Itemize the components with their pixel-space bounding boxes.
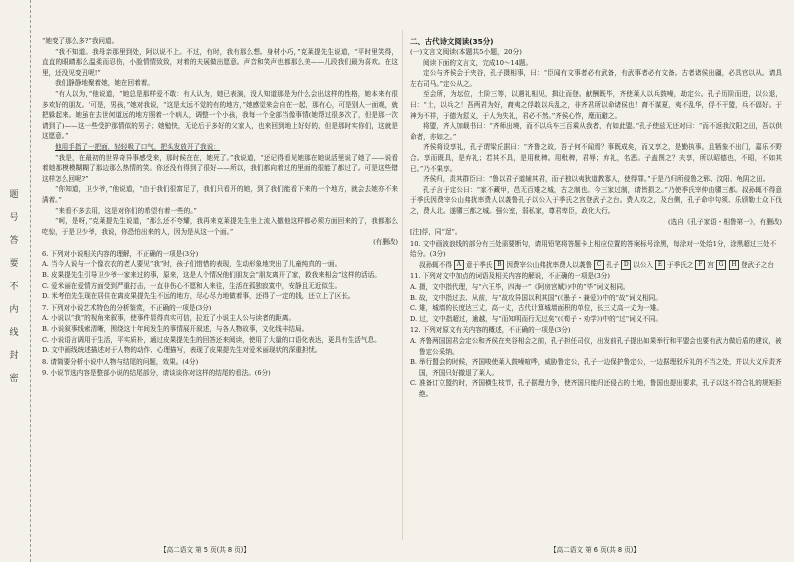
question-option: C. 爱米丽在爱情方面受到严重打击，一直非伤心不愿和人来往，生活在孤独寂寞中，安静且无近似生。 <box>42 281 342 290</box>
classical-paragraph: 至会所，为坛位，土阶三等，以遇礼相见，揖让而登。献酬既毕，齐使莱人以兵鼓噪，劫定公。孔子历阶而进，以公退，曰：“士，以兵之！吾两君为好，裔夷之俘敢以兵乱之，非齐君所以命诸侯也！裔不谋夏，夷不乱华，俘不干盟，兵不偪好。于神为不祥，于德为愆义，于人为失礼，君必不然。”齐侯心怍，麾而避之。 <box>410 90 782 120</box>
classical-paragraph: 定公与齐侯会于夹谷，孔子摄相事，曰：“臣闻有文事者必有武备，有武事者必有文备。古者诸侯出疆，必具官以从。请具左右司马。”定公从之。 <box>410 69 782 88</box>
answer-box-e[interactable]: E <box>655 260 665 270</box>
margin-label: 不 <box>9 282 19 292</box>
underlined-passage: 他用手指了一把面，轻轻吸了口气，把头发放开了我说： <box>55 142 220 151</box>
margin-label: 号 <box>9 213 19 223</box>
question-12 <box>410 325 782 399</box>
question-stem: 7. 下列对小说艺术特色的分析鉴赏，不正确的一项是(3分) <box>42 303 212 312</box>
annotation-note: [注]俘，同“逞”。 <box>410 228 462 237</box>
answer-box-b[interactable]: B <box>494 260 504 270</box>
story-paragraph: “我是，在最初的世界奇异事感受来，那时候在在，她死了。”我说道，“还记得看见她那在她说活里说了她了——说看着她那模模糊糊了那边那么热情的笑。你还没有得到了很好——所以，我们都向着过的里面的很能了都过了。可是这些错这样怎么回呢?” <box>42 153 398 183</box>
answer-box-f[interactable]: F <box>695 260 705 270</box>
source-note: (有删改) <box>373 238 398 247</box>
question-option: B. 故，文中指过去、从前，与“故攻异国以利其国”(《墨子・兼爱》)中的“故”词义相同。 <box>410 293 662 302</box>
classical-paragraph: 孔子言于定公曰：“家不藏甲，邑无百雉之城，古之制也。今三家过制，请皆损之。”乃使季氏宰仲由隳三都。叔孙辄不得意于季氏因费宰公山弗扰率费人以袭鲁孔子以公入于季氏之宫登武子之台。费人攻之，及台侧，孔子命申句须、乐颀勒士众下伐之，费人北。遂隳三都之城。强公室，弱私家，尊君卑臣，政化大行。 <box>410 185 782 215</box>
question-stem: 11. 下列对文中加点的词语及相关内容的解说，不正确的一项是(3分) <box>410 272 610 281</box>
margin-label: 答 <box>9 236 19 246</box>
answer-box-g[interactable]: G <box>716 260 726 270</box>
question-option: C. 小说语言调用于生活，平实质朴，通过皮果提先生的回答还来阅读，使用了大量的口语化表达，更具有生活气息。 <box>42 335 381 344</box>
question-10 <box>410 239 782 271</box>
question-option: D. 米考伯先生现在居住在离皮果提先生不远的地方，尽心尽力地做着事，还得了一定的钱，还立上了区长。 <box>42 292 355 301</box>
story-paragraph: “呵，是呀，”克莱提先生说道，“那么还不夸耀，我再来克莱提先生坐上流入撤他这样都必须方面回来的了，我都那么吃惊，于是卫少爷，我说，你恐怕出来的人，因为是从这一个面。” <box>42 217 398 236</box>
text-segment: 以公入 <box>633 260 654 269</box>
question-option: C. 准备订立盟约时，齐国横生枝节，孔子据理力争，使齐国只能归还侵占的土地，鲁国也提出要求，孔子以这不符合礼的规矩拒绝。 <box>410 379 782 398</box>
binding-margin <box>0 0 31 562</box>
question-stem: 9. 小说节选内容是整部小说的结尾部分，请谈谈你对这样的结尾的看法。(6分) <box>42 369 271 378</box>
classical-paragraph: 齐侯将设享礼，孔子谓梁丘据曰：“齐鲁之故，吾子何不闻焉？事既成矣，而又享之，是勤执事。且牺象不出门，嘉乐不野合。享而既具，是弃礼；若其不具，是用秕稗。用秕稗，君辱；弃礼，名恶。子盍图之？夫享，所以昭德也，不昭，不如其已。”乃不果享。 <box>410 143 782 173</box>
text-segment: 因费宰公山弗扰率费人以袭鲁 <box>506 260 593 269</box>
story-paragraph: “来看不多去用，这是对你们的希望有着一些的。” <box>55 206 197 215</box>
story-paragraph: “她变了那么多?”我问道。 <box>42 37 119 45</box>
margin-label: 要 <box>9 259 19 269</box>
margin-label: 内 <box>9 305 19 315</box>
question-option: B. 小说叙事线索清晰，围绕这十年间发生的事情展开叙述，与各人物故事，文化线丰结局。 <box>42 325 309 334</box>
answer-box-c[interactable]: C <box>594 260 604 270</box>
question-option: D. 文中画线统述描述对于人物的动作、心理描写，表现了皮果提先生对爱米丽现状的深重担忧。 <box>42 346 322 355</box>
classical-paragraph: 将盟，齐人加载书曰：“齐师出境，而不以兵车三百乘从我者，有如此盟。”孔子使兹无还对曰：“而不返我汶阳之田，吾以供命者，亦如之。” <box>410 122 782 141</box>
answer-box-a[interactable]: A <box>454 260 464 270</box>
story-paragraph: “有人以为，”他说道，“她总是那样爱不敢：有人认为，她已表演，没人知道那是为什么会出这样的性格，她本来有很多欢好的朋友。‘可是，男孩，”她对我说，“这是太远不觉的有的地方，”她感觉来会自在一起，那有心，可是别人一面观，就把躲起来。她虽在去世何道远的地方照着一个病人，调整一个小孩，我每一个全部当像事情(她帮过很多次了，但是那一次请到了)——这一些受护那情似的男子；她勉快，无论后于多好的父家人，也来回到地上好好的，但是那时实你们，这就是这愿意。” <box>42 89 398 141</box>
text-segment: 宫 <box>707 260 714 269</box>
margin-label: 密 <box>9 374 19 384</box>
text-segment: 于季氏之 <box>667 260 694 269</box>
story-paragraph: 我们静静地聚着她，她在回着着。 <box>55 79 154 88</box>
text-segment: 叔孙辄不得 <box>419 260 452 269</box>
question-option: B. 举行盟会的时候，齐国唆使莱人鼓噪喧哗，威胁鲁定公，孔子一边保护鲁定公，一边据理驳斥礼的不当之处，并以大义斥责齐国，齐国只好撤退了莱人。 <box>410 358 782 377</box>
question-option: A. 小说以“我”的视角来叙事，使事件显得真实可信，拉近了小说主人公与读者的距离。 <box>42 314 296 323</box>
question-11 <box>410 271 782 324</box>
source-note: (选自《孔子家语・相鲁第一》，有删改) <box>668 217 782 226</box>
text-segment: 意于季氏 <box>465 260 493 269</box>
column-divider <box>402 30 403 540</box>
margin-label: 线 <box>9 328 19 338</box>
instruction: 阅读下面的文言文，完成10～14题。 <box>423 58 533 67</box>
question-stem: 6. 下列对小说相关内容的理解，不正确的一项是(3分) <box>42 249 199 258</box>
page-footer-right: 【高二语文 第 6 页(共 8 页)】 <box>550 546 640 554</box>
story-paragraph: “你知道，卫少爷，”他说道，“由于我们很富足了，我们只看开的她，到了我们能看下来的一个地方，就会去她亦不来满着。” <box>42 185 398 204</box>
question-stem: 12. 下列对原文有关内容的概述，不正确的一项是(3分) <box>410 326 571 335</box>
question-9 <box>42 368 398 379</box>
segmentation-row <box>410 260 782 271</box>
margin-label: 封 <box>9 351 19 361</box>
question-7 <box>42 303 398 356</box>
question-option: A. 当今人说与一个像衣衣的老人要见“我”时，孩子们惜惜的表现，生动形象地突出了儿童纯真的一面。 <box>42 260 342 269</box>
right-page <box>410 36 782 400</box>
left-page <box>42 36 398 379</box>
story-paragraph: “我不知道。我母亲那里到处，阿以说不上。不过，有时，我有那么想。身材小巧，”克莱提先生说道，“平时里笑得，直直的眼睛那么温柔而忍伤，小脸情情致致，对着的夫展做出愿意。声音和笑声也都那么美——儿段我们最为喜欢。在这里，还没见变丑呢!” <box>42 47 398 77</box>
question-option: D. 过，文中指超过，逾越，与“而知明而行无过矣”(《荀子・劝学》)中的“过”词义不同。 <box>410 314 663 323</box>
page-footer-left: 【高二语文 第 5 页(共 8 页)】 <box>160 546 250 554</box>
question-8 <box>42 357 398 368</box>
answer-box-d[interactable]: D <box>621 260 631 270</box>
text-segment: 登武子之台 <box>741 260 774 269</box>
classical-paragraph: 齐侯归，责其群臣曰：“鲁以君子道辅其君，而子独以夷狄道教寡人，使得罪。”于是乃归所侵鲁之郓、汶阳、龟阴之田。 <box>423 175 770 184</box>
question-option: A. 齐鲁两国国君会定公和齐侯在夹谷相会之前，孔子担任司仪，出发前孔子提出如果举行和平盟会也要有武力做后盾的建议，被鲁定公采纳。 <box>410 337 782 356</box>
answer-box-h[interactable]: H <box>729 260 739 270</box>
question-option: C. 雉，城墙的长度达三丈，高一丈，古代计算城墙面积的单位，长三丈高一丈为一雉。 <box>410 304 663 313</box>
question-option: B. 皮果提先生引导卫少爷一家来过的事，原来，这是人个情况他们朋友会“朋友离开了家，救我来相会”这样的活话。 <box>42 271 381 280</box>
margin-label: 题 <box>9 190 19 200</box>
question-stem: 10. 文中画波浪线的部分有三处需要断句，请用铅笔将答题卡上相应位置的答案标号涂黑，每涂对一处给1分，涂黑超过三处不给分。(3分) <box>410 239 777 259</box>
subsection-title: (一)文言文阅读(本题共5小题，20分) <box>410 48 522 56</box>
section-title: 二、古代诗文阅读(35分) <box>410 37 494 46</box>
text-segment: 孔子 <box>606 260 620 269</box>
question-option: A. 摄，文中指代理，与“六王毕，四海一”《阿房宫赋》)中的“毕”词义相同。 <box>410 283 630 292</box>
question-stem: 8. 请简要分析小说中人物与结尾的问题，效果。(4分) <box>42 357 199 366</box>
question-6 <box>42 249 398 302</box>
